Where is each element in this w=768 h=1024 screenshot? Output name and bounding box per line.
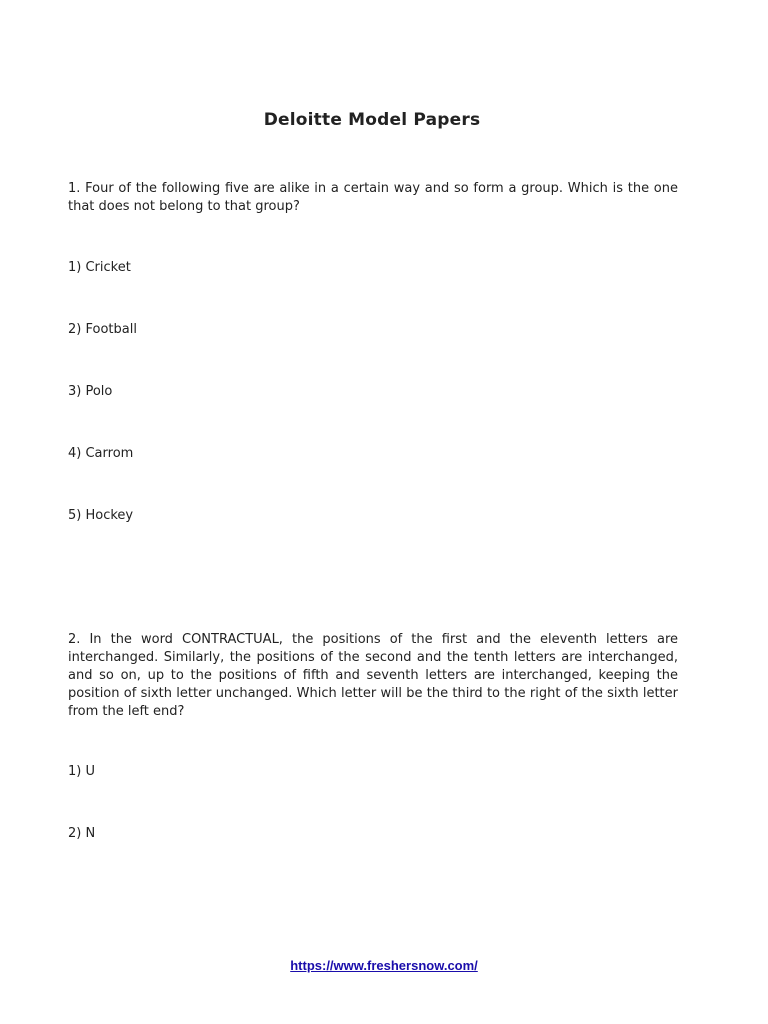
question-1-option-1: 1) Cricket	[68, 260, 131, 275]
question-1-option-2: 2) Football	[68, 322, 137, 337]
question-2-option-1: 1) U	[68, 764, 95, 779]
question-1-option-5: 5) Hockey	[68, 508, 134, 523]
document-title: Deloitte Model Papers	[263, 110, 481, 130]
question-1-option-3: 3) Polo	[68, 384, 113, 399]
footer-website-link[interactable]: https://www.freshersnow.com/	[290, 958, 478, 973]
question-2-text: 2. In the word CONTRACTUAL, the positions of the first and the eleventh letters are interchanged. Similarly, the positions of the second and the tenth letters are interchanged, and so on, up to the positions of fifth and seventh letters are interchanged, keeping the position of sixth letter unchanged. Which letter will be the third to the right of the sixth letter from the left end?	[68, 632, 678, 719]
question-2-option-2: 2) N	[68, 826, 96, 841]
question-1-option-4: 4) Carrom	[68, 446, 134, 461]
question-1-text: 1. Four of the following five are alike in a certain way and so form a group. Which is the one that does not belong to that group?	[68, 181, 678, 214]
